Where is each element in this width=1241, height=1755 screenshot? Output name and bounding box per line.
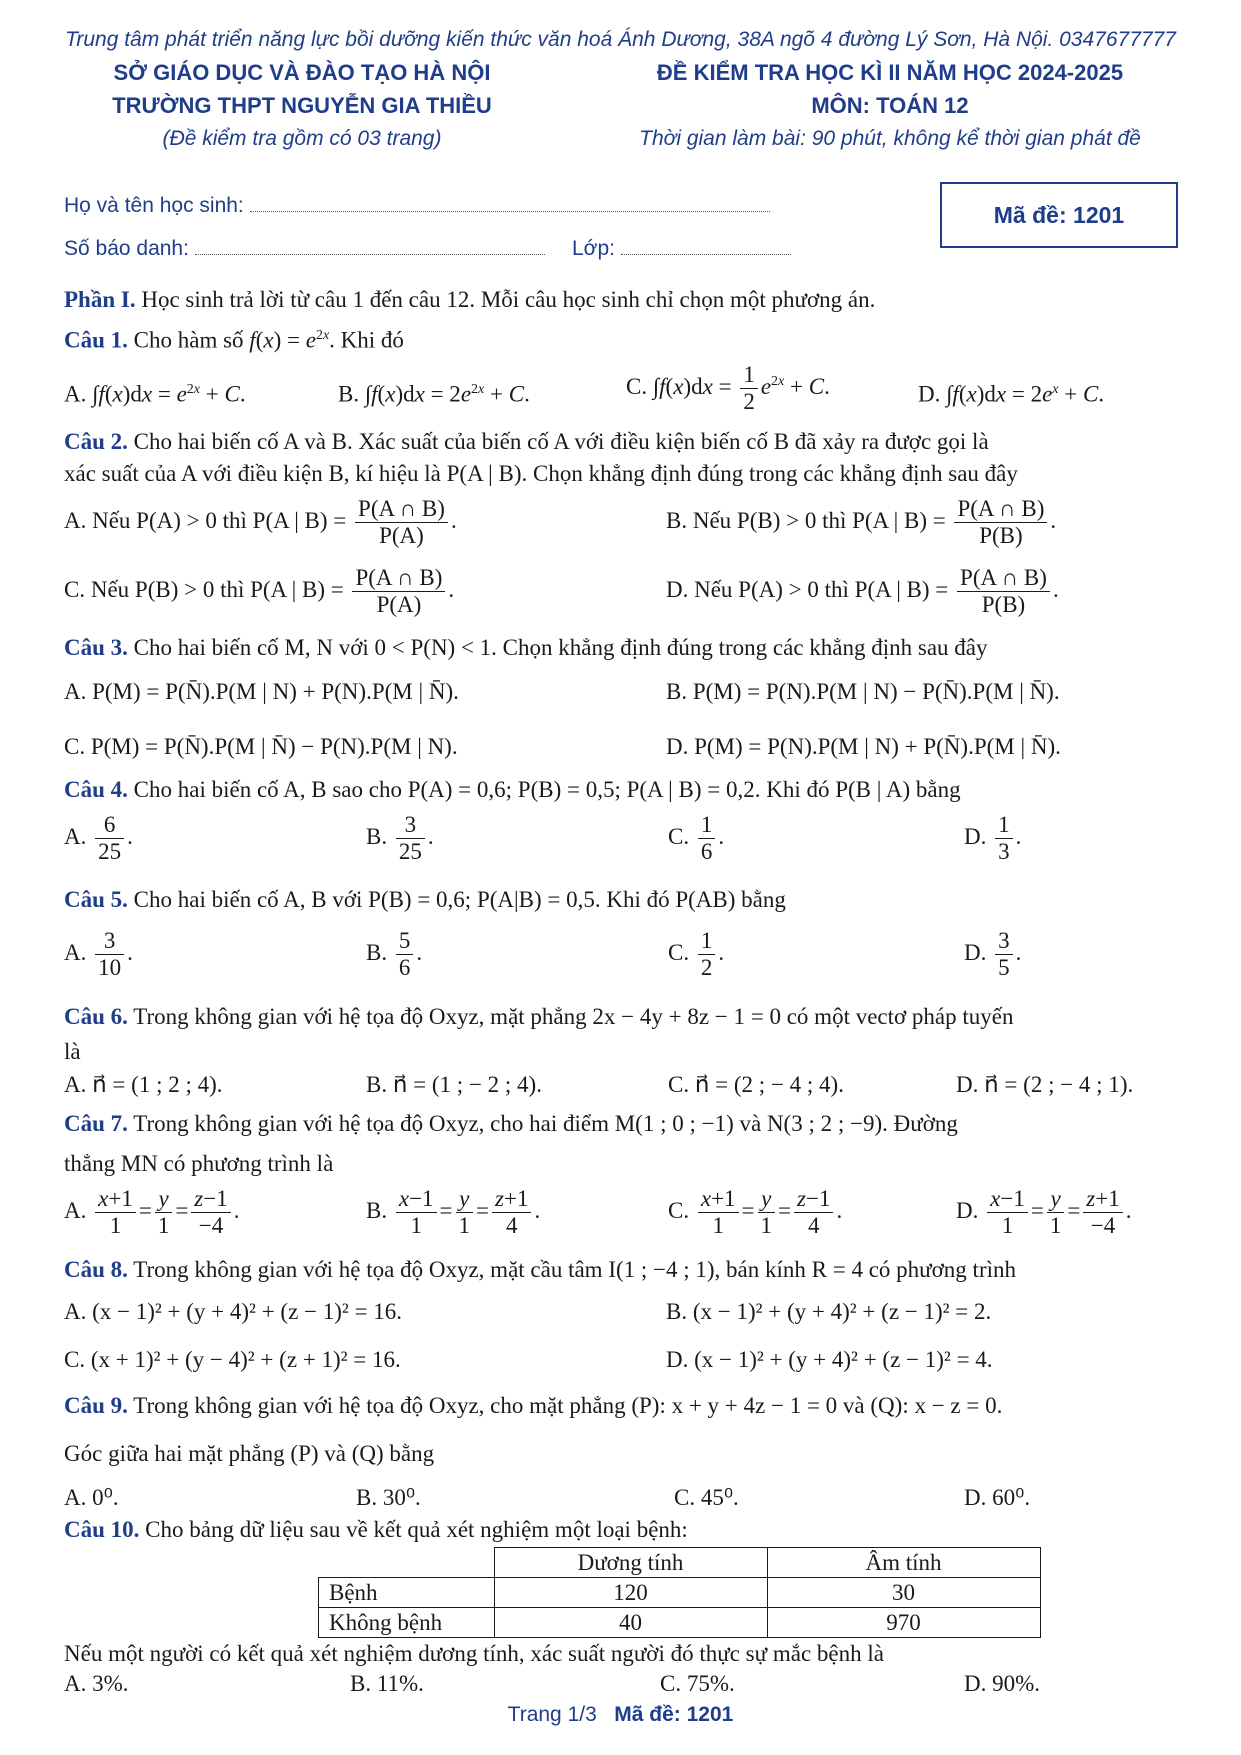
q4-option-b[interactable]: B. $\frac{3}{25}$ . xyxy=(366,812,434,864)
q6-option-b[interactable]: B. n⃗ = (1 ; − 2 ; 4). xyxy=(366,1072,542,1097)
sbd-field[interactable] xyxy=(64,236,545,261)
cell-value: 120 xyxy=(494,1578,767,1608)
q1-option-a[interactable]: A. $\int f(x)dx = e^{2x} + C$. xyxy=(64,381,246,407)
table-header-positive: Dương tính xyxy=(494,1548,767,1578)
row-label: Bệnh xyxy=(319,1578,495,1608)
page-count-note: (Đề kiểm tra gồm có 03 trang) xyxy=(162,127,442,150)
time-note: Thời gian làm bài: 90 phút, không kể thời gian phát đề xyxy=(639,127,1141,150)
q5-option-a[interactable]: A. $\frac{3}{10}$ . xyxy=(64,928,133,980)
q9-option-d[interactable]: D. 60⁰. xyxy=(964,1485,1031,1510)
page-number: Trang 1/3 xyxy=(507,1703,597,1726)
question-7-line2: thẳng MN có phương trình là xyxy=(64,1151,334,1176)
table-row xyxy=(319,1578,1041,1608)
question-1: Câu 1. Cho hàm số $f(x) = e^{2x}$. Khi đó xyxy=(64,327,404,353)
footer-exam-code: Mã đề: 1201 xyxy=(614,1703,734,1726)
q1-option-c[interactable]: C. ∫f(x)dx = $\frac{1}{2}$ $e^{2x} + C$. xyxy=(626,362,830,414)
q7-option-b[interactable]: B. $\frac{x-1}{1}$ = $\frac{y}{1}$ = $\frac{z+1}{4}$ . xyxy=(366,1186,541,1238)
q8-option-b[interactable]: B. (x − 1)² + (y + 4)² + (z − 1)² = 2. xyxy=(666,1299,992,1324)
q9-option-b[interactable]: B. 30⁰. xyxy=(356,1485,421,1510)
department-name: SỞ GIÁO DỤC VÀ ĐÀO TẠO HÀ NỘI xyxy=(113,60,491,85)
q2-option-a[interactable]: A. Nếu P(A) > 0 thì P(A | B) = $\frac{P(A \cap B)}{P(A)}$ . xyxy=(64,496,457,548)
q4-option-d[interactable]: D. $\frac{1}{3}$ . xyxy=(964,812,1022,864)
question-2-line1: Câu 2. Cho hai biến cố A và B. Xác suất của biến cố A với điều kiện biến cố B đã xảy ra được gọi là xyxy=(64,429,989,454)
cell-value: 40 xyxy=(494,1608,767,1638)
question-3: Câu 3. Cho hai biến cố M, N với 0 < P(N) < 1. Chọn khẳng định đúng trong các khẳng định sau đây xyxy=(64,635,988,660)
table-row xyxy=(319,1608,1041,1638)
q8-option-a[interactable]: A. (x − 1)² + (y + 4)² + (z − 1)² = 16. xyxy=(64,1299,403,1324)
q2-option-d[interactable]: D. Nếu P(A) > 0 thì P(A | B) = $\frac{P(A \cap B)}{P(B)}$ . xyxy=(666,565,1059,617)
q6-option-d[interactable]: D. n⃗ = (2 ; − 4 ; 1). xyxy=(956,1072,1134,1097)
q5-option-c[interactable]: C. $\frac{1}{2}$ . xyxy=(668,928,725,980)
question-5: Câu 5. Cho hai biến cố A, B với P(B) = 0,6; P(A|B) = 0,5. Khi đó P(AB) bằng xyxy=(64,887,786,912)
q5-option-b[interactable]: B. $\frac{5}{6}$ . xyxy=(366,928,423,980)
exam-code-box: Mã đề: 1201 xyxy=(940,182,1178,248)
cell-value: 30 xyxy=(767,1578,1040,1608)
question-4: Câu 4. Cho hai biến cố A, B sao cho P(A) = 0,6; P(B) = 0,5; P(A | B) = 0,2. Khi đó P(B | A) bằng xyxy=(64,777,961,802)
q10-option-a[interactable]: A. 3%. xyxy=(64,1671,129,1696)
page-footer xyxy=(0,1703,1241,1727)
q10-option-c[interactable]: C. 75%. xyxy=(660,1671,735,1696)
q3-option-d[interactable]: D. P(M) = P(N).P(M | N) + P(N̄).P(M | N̄). xyxy=(666,734,1061,759)
q7-option-c[interactable]: C. $\frac{x+1}{1}$ = $\frac{y}{1}$ = $\frac{z-1}{4}$ . xyxy=(668,1186,843,1238)
question-8: Câu 8. Trong không gian với hệ tọa độ Oxyz, mặt cầu tâm I(1 ; −4 ; 1), bán kính R = 4 có phương trình xyxy=(64,1257,1016,1282)
test-result-table xyxy=(318,1547,1041,1638)
cell-value: 970 xyxy=(767,1608,1040,1638)
q7-option-d[interactable]: D. $\frac{x-1}{1}$ = $\frac{y}{1}$ = $\frac{z+1}{-4}$ . xyxy=(956,1186,1132,1238)
school-name: TRƯỜNG THPT NGUYỄN GIA THIỀU xyxy=(112,93,492,118)
table-header-negative: Âm tính xyxy=(767,1548,1040,1578)
student-name-label: Họ và tên học sinh: xyxy=(64,194,244,217)
class-label: Lớp: xyxy=(572,237,615,260)
question-9-line2: Góc giữa hai mặt phẳng (P) và (Q) bằng xyxy=(64,1441,435,1466)
q9-option-c[interactable]: C. 45⁰. xyxy=(674,1485,739,1510)
question-6-line1: Câu 6. Trong không gian với hệ tọa độ Oxyz, mặt phẳng 2x − 4y + 8z − 1 = 0 có một vectơ pháp tuyến xyxy=(64,1004,1014,1029)
q10-option-b[interactable]: B. 11%. xyxy=(350,1671,424,1696)
q3-option-b[interactable]: B. P(M) = P(N).P(M | N) − P(N̄).P(M | N̄). xyxy=(666,679,1060,704)
question-6-line2: là xyxy=(64,1039,81,1064)
center-header-line: Trung tâm phát triển năng lực bồi dưỡng kiến thức văn hoá Ánh Dương, 38A ngõ 4 đường Lý Sơn, Hà Nội. 0347677777 xyxy=(65,28,1176,51)
part1-instruction: Phần I. Học sinh trả lời từ câu 1 đến câu 12. Mỗi câu học sinh chỉ chọn một phương án. xyxy=(64,287,876,312)
question-7-line1: Câu 7. Trong không gian với hệ tọa độ Oxyz, cho hai điểm M(1 ; 0 ; −1) và N(3 ; 2 ; −9). Đường xyxy=(64,1111,958,1136)
row-label: Không bệnh xyxy=(319,1608,495,1638)
subject-title: MÔN: TOÁN 12 xyxy=(811,93,969,118)
q8-option-c[interactable]: C. (x + 1)² + (y − 4)² + (z + 1)² = 16. xyxy=(64,1347,401,1372)
q9-option-a[interactable]: A. 0⁰. xyxy=(64,1485,119,1510)
question-10: Câu 10. Cho bảng dữ liệu sau về kết quả xét nghiệm một loại bệnh: xyxy=(64,1517,688,1542)
class-field[interactable] xyxy=(572,236,791,261)
q10-option-d[interactable]: D. 90%. xyxy=(964,1671,1041,1696)
question-10-followup: Nếu một người có kết quả xét nghiệm dương tính, xác suất người đó thực sự mắc bệnh là xyxy=(64,1641,884,1666)
sbd-label: Số báo danh: xyxy=(64,237,189,260)
question-9-line1: Câu 9. Trong không gian với hệ tọa độ Oxyz, cho mặt phẳng (P): x + y + 4z − 1 = 0 và (Q): x − z = 0. xyxy=(64,1393,1003,1418)
q7-option-a[interactable]: A. $\frac{x+1}{1}$ = $\frac{y}{1}$ = $\frac{z-1}{-4}$ . xyxy=(64,1186,240,1238)
question-2-line2: xác suất của A với điều kiện B, kí hiệu là P(A | B). Chọn khẳng định đúng trong các khẳng định sau đây xyxy=(64,461,1018,486)
q1-option-d[interactable]: D. $\int f(x)dx = 2e^x + C$. xyxy=(918,381,1105,407)
q1-option-b[interactable]: B. $\int f(x)dx = 2e^{2x} + C$. xyxy=(338,381,530,407)
q5-option-d[interactable]: D. $\frac{3}{5}$ . xyxy=(964,928,1022,980)
student-name-field[interactable] xyxy=(64,193,770,218)
q6-option-a[interactable]: A. n⃗ = (1 ; 2 ; 4). xyxy=(64,1072,223,1097)
q4-option-a[interactable]: A. $\frac{6}{25}$ . xyxy=(64,812,133,864)
q3-option-a[interactable]: A. P(M) = P(N̄).P(M | N) + P(N).P(M | N̄). xyxy=(64,679,459,704)
q8-option-d[interactable]: D. (x − 1)² + (y + 4)² + (z − 1)² = 4. xyxy=(666,1347,993,1372)
q4-option-c[interactable]: C. $\frac{1}{6}$ . xyxy=(668,812,725,864)
q2-option-b[interactable]: B. Nếu P(B) > 0 thì P(A | B) = $\frac{P(A \cap B)}{P(B)}$ . xyxy=(666,496,1057,548)
q3-option-c[interactable]: C. P(M) = P(N̄).P(M | N̄) − P(N).P(M | N). xyxy=(64,734,458,759)
exam-title: ĐỀ KIỂM TRA HỌC KÌ II NĂM HỌC 2024-2025 xyxy=(656,60,1124,85)
q6-option-c[interactable]: C. n⃗ = (2 ; − 4 ; 4). xyxy=(668,1072,844,1097)
q2-option-c[interactable]: C. Nếu P(B) > 0 thì P(A | B) = $\frac{P(A \cap B)}{P(A)}$ . xyxy=(64,565,455,617)
